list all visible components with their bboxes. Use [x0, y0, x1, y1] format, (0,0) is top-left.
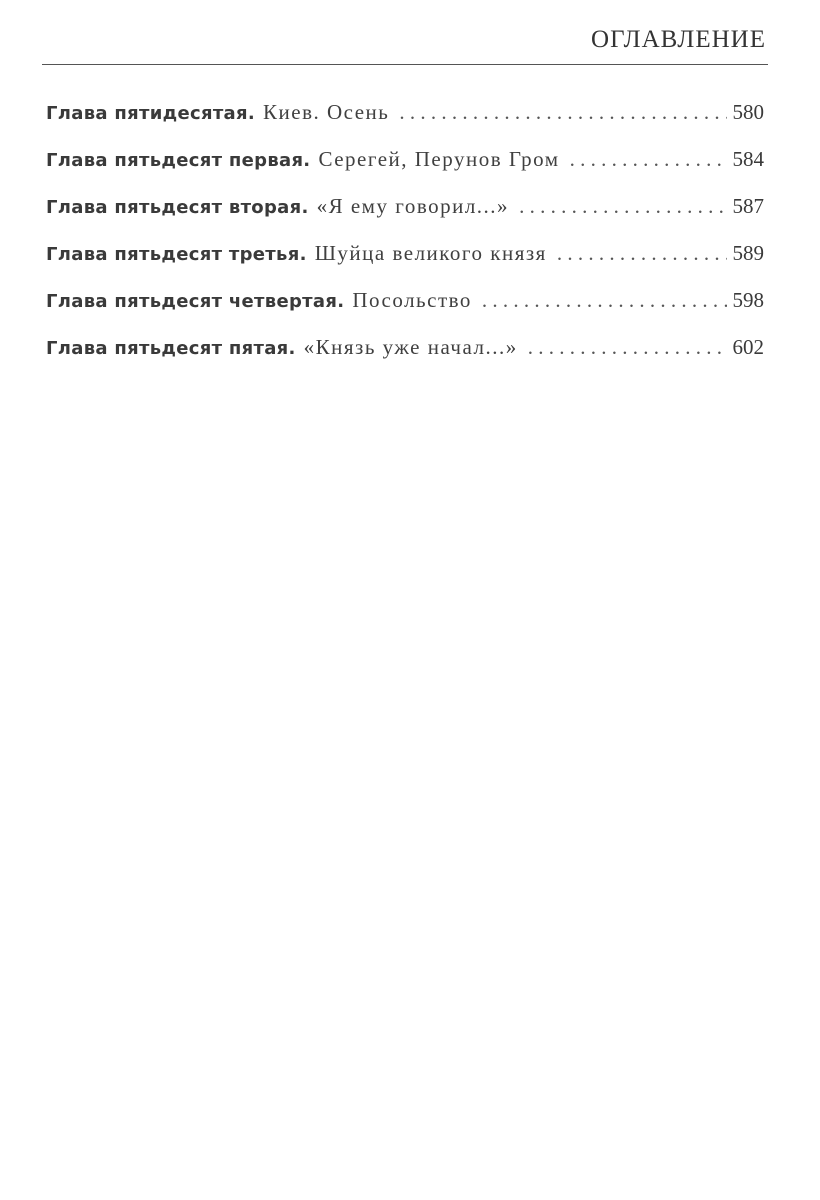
- dot-leader: [519, 194, 726, 219]
- toc-entry: [46, 100, 764, 147]
- chapter-title: Шуйца великого князя: [314, 241, 547, 265]
- toc-entry: [46, 147, 764, 194]
- dot-leader: [557, 241, 727, 266]
- page-number: 587: [732, 194, 764, 218]
- page-number: 580: [732, 100, 764, 124]
- chapter-title: «Князь уже начал...»: [303, 335, 518, 359]
- chapter-number: Глава пятьдесят третья.: [46, 244, 307, 265]
- table-of-contents: [46, 100, 764, 382]
- header-rule: [42, 64, 768, 65]
- chapter-number: Глава пятьдесят четвертая.: [46, 291, 345, 312]
- page-number: 589: [732, 241, 764, 265]
- toc-entry: [46, 194, 764, 241]
- dot-leader: [482, 288, 727, 313]
- toc-entry: [46, 241, 764, 288]
- page-number: 602: [732, 335, 764, 359]
- chapter-number: Глава пятьдесят первая.: [46, 150, 311, 171]
- page-number: 598: [732, 288, 764, 312]
- chapter-title: «Я ему говорил...»: [316, 194, 510, 218]
- toc-entry: [46, 288, 764, 335]
- dot-leader: [528, 335, 727, 360]
- dot-leader: [570, 147, 727, 172]
- chapter-title: Киев. Осень: [263, 100, 390, 124]
- page-number: 584: [732, 147, 764, 171]
- chapter-title: Серегей, Перунов Гром: [318, 147, 560, 171]
- chapter-number: Глава пятидесятая.: [46, 103, 255, 124]
- chapter-title: Посольство: [352, 288, 472, 312]
- page-header-title: ОГЛАВЛЕНИЕ: [591, 26, 766, 53]
- chapter-number: Глава пятьдесят пятая.: [46, 338, 296, 359]
- chapter-number: Глава пятьдесят вторая.: [46, 197, 309, 218]
- dot-leader: [399, 100, 726, 125]
- toc-entry: [46, 335, 764, 382]
